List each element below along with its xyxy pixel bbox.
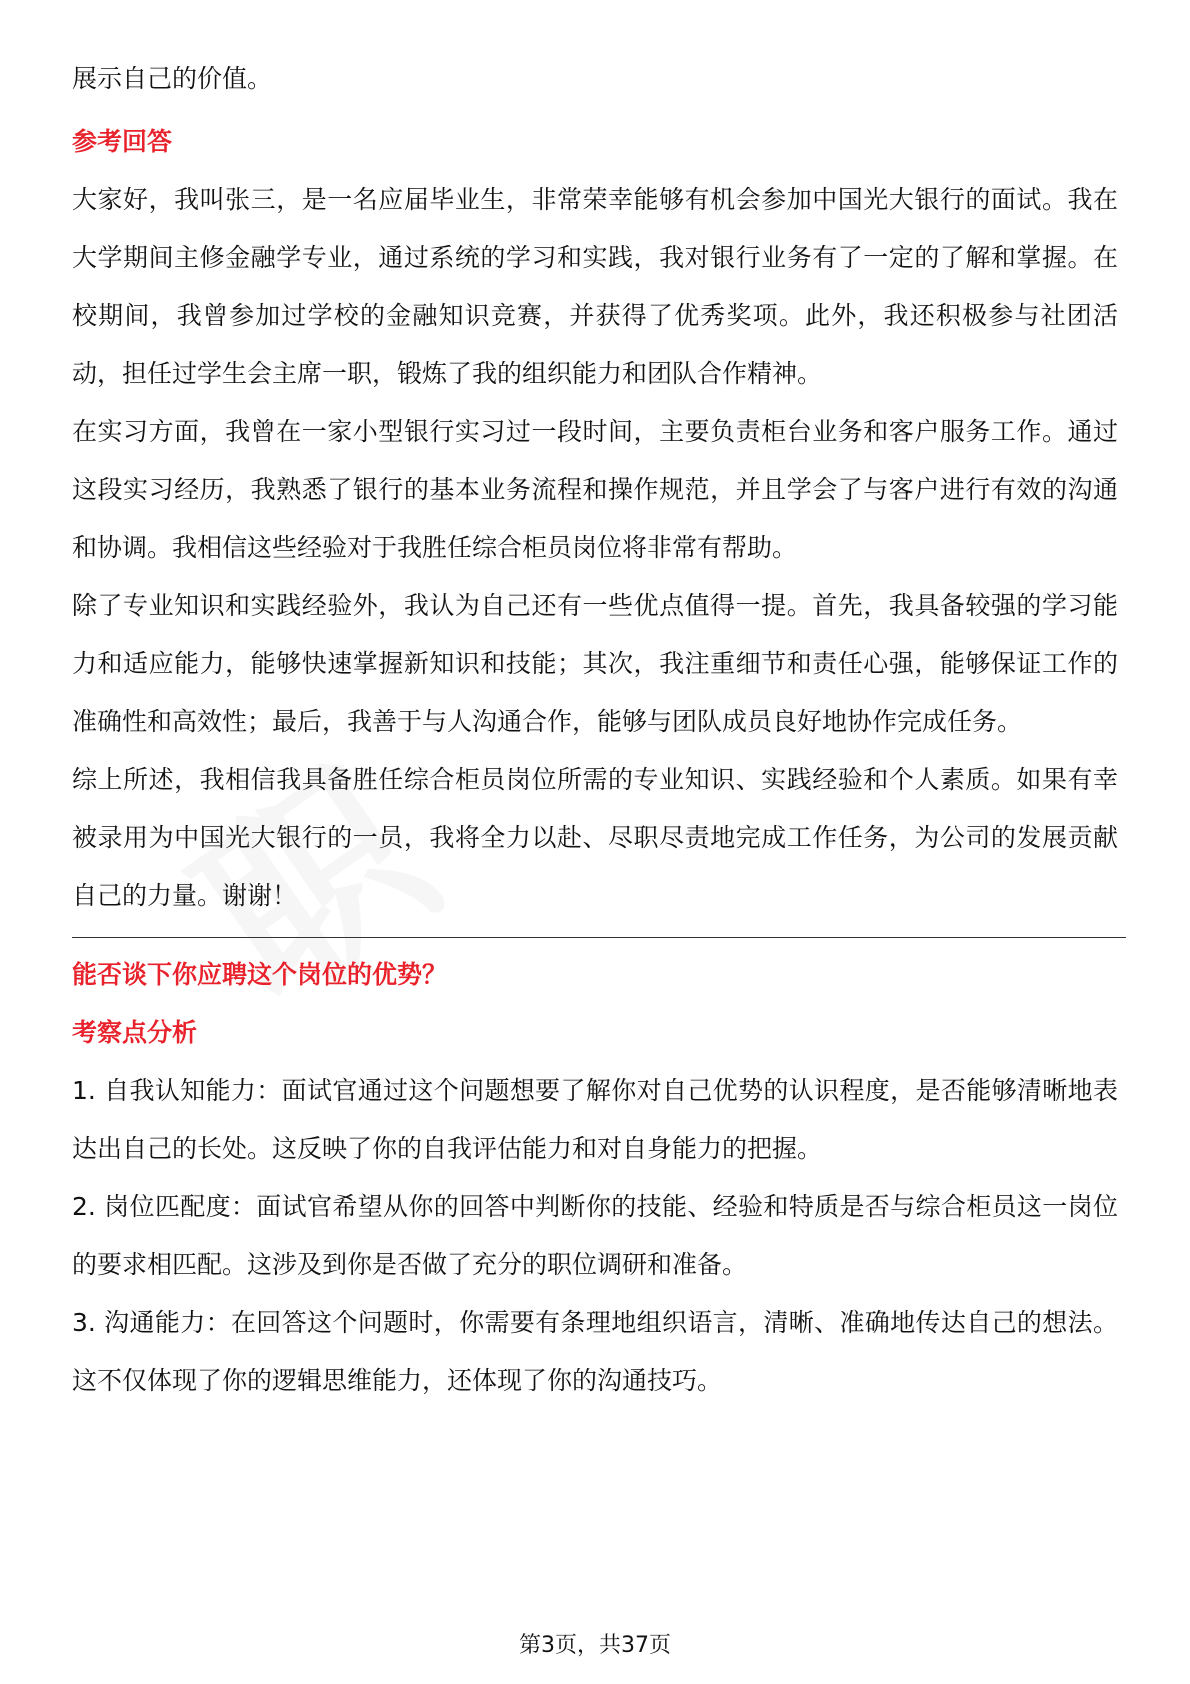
answer-paragraph: 除了专业知识和实践经验外，我认为自己还有一些优点值得一提。首先，我具备较强的学习能力和适应能力，能够快速掌握新知识和技能；其次，我注重细节和责任心强，能够保证工作的准确性和高效性；最后，我善于与人沟通合作，能够与团队成员良好地协作完成任务。 [72, 591, 1118, 736]
analysis-point: 1. 自我认知能力：面试官通过这个问题想要了解你对自己优势的认识程度，是否能够清晰地表达出自己的长处。这反映了你的自我评估能力和对自身能力的把握。 [72, 1076, 1118, 1163]
page-content [72, 50, 1118, 1410]
section-divider [72, 937, 1126, 938]
analysis-heading: 考察点分析 [72, 1018, 198, 1047]
answer-paragraph: 在实习方面，我曾在一家小型银行实习过一段时间，主要负责柜台业务和客户服务工作。通过这段实习经历，我熟悉了银行的基本业务流程和操作规范，并且学会了与客户进行有效的沟通和协调。我相信这些经验对于我胜任综合柜员岗位将非常有帮助。 [72, 417, 1118, 562]
answer-paragraph: 大家好，我叫张三，是一名应届毕业生，非常荣幸能够有机会参加中国光大银行的面试。我在大学期间主修金融学专业，通过系统的学习和实践，我对银行业务有了一定的了解和掌握。在校期间，我曾参加过学校的金融知识竞赛，并获得了优秀奖项。此外，我还积极参与社团活动，担任过学生会主席一职，锻炼了我的组织能力和团队合作精神。 [72, 185, 1118, 388]
analysis-point: 3. 沟通能力：在回答这个问题时，你需要有条理地组织语言，清晰、准确地传达自己的想法。这不仅体现了你的逻辑思维能力，还体现了你的沟通技巧。 [72, 1308, 1118, 1395]
answer-heading: 参考回答 [72, 127, 173, 156]
analysis-point: 2. 岗位匹配度：面试官希望从你的回答中判断你的技能、经验和特质是否与综合柜员这一岗位的要求相匹配。这涉及到你是否做了充分的职位调研和准备。 [72, 1192, 1118, 1279]
page-number: 第3页，共37页 [519, 1633, 671, 1658]
answer-paragraph: 综上所述，我相信我具备胜任综合柜员岗位所需的专业知识、实践经验和个人素质。如果有幸被录用为中国光大银行的一员，我将全力以赴、尽职尽责地完成工作任务，为公司的发展贡献自己的力量。谢谢！ [72, 765, 1118, 910]
intro-tail-text: 展示自己的价值。 [72, 64, 273, 93]
question-heading: 能否谈下你应聘这个岗位的优势？ [72, 960, 448, 989]
